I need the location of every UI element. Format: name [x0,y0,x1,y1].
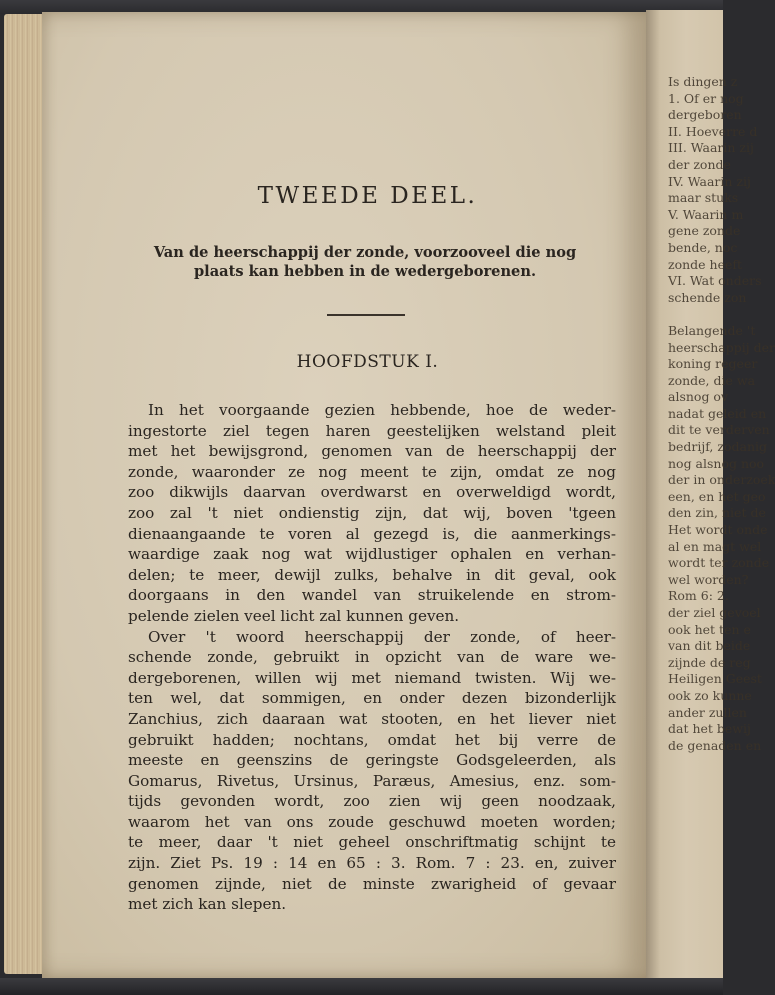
body-line: waarom het van ons zoude geschuwd moeten worden; [128,812,616,831]
body-line: met zich kan slepen. [128,895,287,914]
facing-page-line: dit te verderven [668,422,770,438]
body-line: zoo zal 't niet ondienstig zijn, dat wij, boven 'tgeen [128,503,616,522]
facing-page-line: koning regeer [668,356,758,372]
facing-page-line: wordt ter zonde [668,555,770,571]
facing-page-line: III. Waarin zij [668,140,754,156]
facing-page-line: zonde heeft [668,256,743,272]
facing-page-line: nog alsnog noo [668,455,765,471]
facing-page-line: der ziel gevoel [668,605,761,620]
body-line: Zanchius, zich daaraan wat stooten, en het liever niet [128,709,616,728]
facing-page-line: dat het bewij [668,721,751,737]
subtitle-line: plaats kan hebben in de wedergeborenen. [193,263,537,280]
book-binding-bottom [0,978,723,995]
facing-page-line: dergeboren [668,107,742,123]
facing-page-line: der zonde [668,156,731,172]
body-line: tijds gevonden wordt, zoo zien wij geen noodzaak, [128,792,616,811]
facing-page-line: nadat geleid en [668,405,767,421]
body-line: zoo dikwijls daarvan overdwarst en overweldigd wordt, [128,483,616,502]
body-line: Over 't woord heerschappij der zonde, of heer- [148,627,616,646]
facing-page-line: Belangende 't [668,322,756,338]
facing-page-line: ook het ten e [668,621,751,637]
facing-page-line: heerschappij der [668,339,775,355]
facing-page-line: van dit beide [668,638,751,654]
body-line: Gomarus, Rivetus, Ursinus, Paræus, Amesius, enz. som- [128,771,616,790]
body-line: genomen zijnde, niet de minste zwarigheid of gevaar [128,874,616,893]
facing-page-line: de genaden en [668,737,762,753]
body-line: zijn. Ziet Ps. 19 : 14 en 65 : 3. Rom. 7 : 23. en, zuiver [128,854,616,873]
facing-page-line: een, en het geo [668,488,766,504]
body-line: dienaangaande te voren al gezegd is, die aanmerkings- [128,524,616,543]
body-line: meeste en geenszins de geringste Godsgeleerden, als [128,751,616,770]
facing-page-line: bedrijf, zodanig [668,439,767,455]
facing-page-line: II. Hoeverre d [668,123,758,139]
facing-page [646,10,775,985]
chapter-heading: HOOFDSTUK I. [296,352,439,372]
section-divider [327,314,405,316]
body-line: dergeborenen, willen wij met niemand twisten. Wij we- [128,668,616,687]
facing-page-line: al en magt wel [668,538,762,554]
facing-page-line: schende zon [668,289,747,305]
facing-page-line [646,306,723,323]
body-line: ten wel, dat sommigen, en onder dezen bizonderlijk [128,689,616,708]
facing-page-line: Is dingen z [668,74,738,89]
part-subtitle [130,243,600,281]
facing-page-line: wel worden? [668,571,749,587]
part-heading: TWEEDE DEEL. [257,183,478,209]
body-line: zonde, waaronder ze nog meent te zijn, omdat ze nog [128,462,616,481]
facing-page-line: den zin, niet de [668,505,766,521]
facing-page-line: V. Waarin m [668,206,744,222]
body-line: gebruikt hadden; nochtans, omdat het bij verre de [128,730,616,749]
body-line: waardige zaak nog wat wijdlustiger ophalen en verhan- [128,545,616,564]
facing-page-line: Heiligen Geest [668,671,762,687]
facing-page-line: 1. Of er nog [668,90,744,106]
facing-page-line: Het wordt onde [668,522,768,538]
body-line: doorgaans in den wandel van struikelende en strom- [128,586,616,605]
facing-page-line: bende, noc [668,239,738,255]
facing-page-text [646,74,775,754]
facing-page-line: Rom 6: 2. [668,588,729,604]
facing-page-line: maar stuks [668,190,739,206]
body-text [128,400,616,915]
facing-page-line: zijnde de reg [668,654,751,670]
facing-page-line: gene zonde [668,223,741,239]
body-line: In het voorgaande gezien hebbende, hoe de weder- [148,401,616,419]
facing-page-line: ook zo kunne [668,687,752,703]
body-line: te meer, daar 't niet geheel onschriftmatig schijnt te [128,833,616,852]
facing-page-line: IV. Waarin zij [668,173,751,189]
body-line: ingestorte ziel tegen haren geestelijken welstand pleit [128,421,616,440]
facing-page-line: der in onderzoek [668,472,775,488]
subtitle-line: Van de heerschappij der zonde, voorzooveel die nog [153,244,577,261]
facing-page-line: zonde, die wa [668,372,756,388]
body-line: schende zonde, gebruikt in opzicht van de ware we- [128,648,616,667]
body-line: pelende zielen veel licht zal kunnen geven. [128,606,460,625]
facing-page-line: ander zullen [668,704,747,720]
facing-page-line: alsnog ov [668,389,729,405]
body-line: met het bewijsgrond, genomen van de heerschappij der [128,442,616,461]
body-line: delen; te meer, dewijl zulks, behalve in dit geval, ook [128,565,616,584]
facing-page-line: VI. Wat onders [668,273,762,289]
